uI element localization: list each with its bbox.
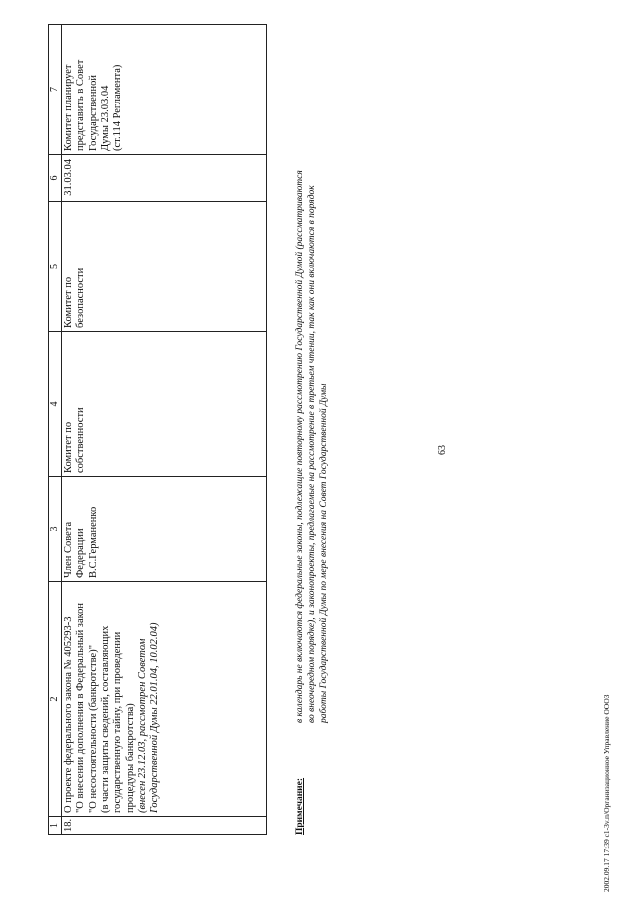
- bill-line: процедуры банкротства): [124, 703, 136, 813]
- initiator-line: Федерации: [75, 528, 87, 578]
- co-committee-cell: [61, 202, 266, 332]
- remark-cell: [61, 25, 266, 155]
- header-col-7: 7: [49, 25, 62, 155]
- note-line: работы Государственной Думы по мере внесения на Совет Государственной Думы: [318, 383, 329, 723]
- row-number: 18.: [61, 817, 266, 835]
- calendar-table: [48, 24, 267, 835]
- initiator-line: Член Совета: [62, 521, 74, 578]
- note-body: [295, 33, 331, 723]
- page-number: 63: [437, 445, 448, 455]
- committee-line: безопасности: [75, 267, 87, 328]
- bill-line: О проекте федерального закона № 405293-3: [62, 616, 74, 813]
- remark-line: (ст.114 Регламента): [112, 64, 124, 151]
- bill-status-line: Государственной Думы 22.01.04, 10.02.04): [149, 622, 161, 813]
- remark-line: Комитет планирует: [62, 64, 74, 151]
- bill-line: "О несостоятельности (банкротстве)": [87, 645, 99, 813]
- header-col-1: 1: [49, 817, 62, 835]
- header-row: [49, 25, 62, 835]
- table-row: [61, 25, 266, 835]
- header-col-3: 3: [49, 477, 62, 582]
- committee-line: Комитет по: [62, 276, 74, 328]
- header-col-6: 6: [49, 155, 62, 202]
- responsible-committee-cell: [61, 332, 266, 477]
- header-col-2: 2: [49, 582, 62, 817]
- remark-line: Государственной: [87, 75, 99, 151]
- initiator-cell: [61, 477, 266, 582]
- bill-line: государственную тайну, при проведении: [112, 631, 124, 813]
- header-col-5: 5: [49, 202, 62, 332]
- date-cell: 31.03.04: [61, 155, 266, 202]
- print-footer: 2002.09.17 17:39 с1-3v.п/Организационное Управление ООО3: [602, 694, 611, 892]
- note-line: во внеочередном порядке), и законопроекты, предлагаемые на рассмотрение в третьем чтении, так как они включаются в порядок: [306, 185, 317, 723]
- bill-status-line: (внесен 23.12.03, рассмотрен Советом: [137, 638, 149, 813]
- remark-line: Думы 23.03.04: [99, 85, 111, 151]
- committee-line: Комитет по: [62, 421, 74, 473]
- committee-line: собственности: [75, 407, 87, 473]
- bill-line: "О внесении дополнения в Федеральный закон: [75, 602, 87, 813]
- header-col-4: 4: [49, 332, 62, 477]
- note-line: в календарь не включаются федеральные законы, подлежащие повторному рассмотрению Государственной Думой (рассматриваются: [295, 170, 305, 723]
- remark-line: представить в Совет: [75, 59, 87, 151]
- bill-description: [61, 582, 266, 817]
- initiator-line: В.С.Германенко: [87, 506, 99, 578]
- bill-line: (в части защиты сведений, составляющих: [99, 625, 111, 813]
- note-label: Примечание:: [295, 777, 305, 835]
